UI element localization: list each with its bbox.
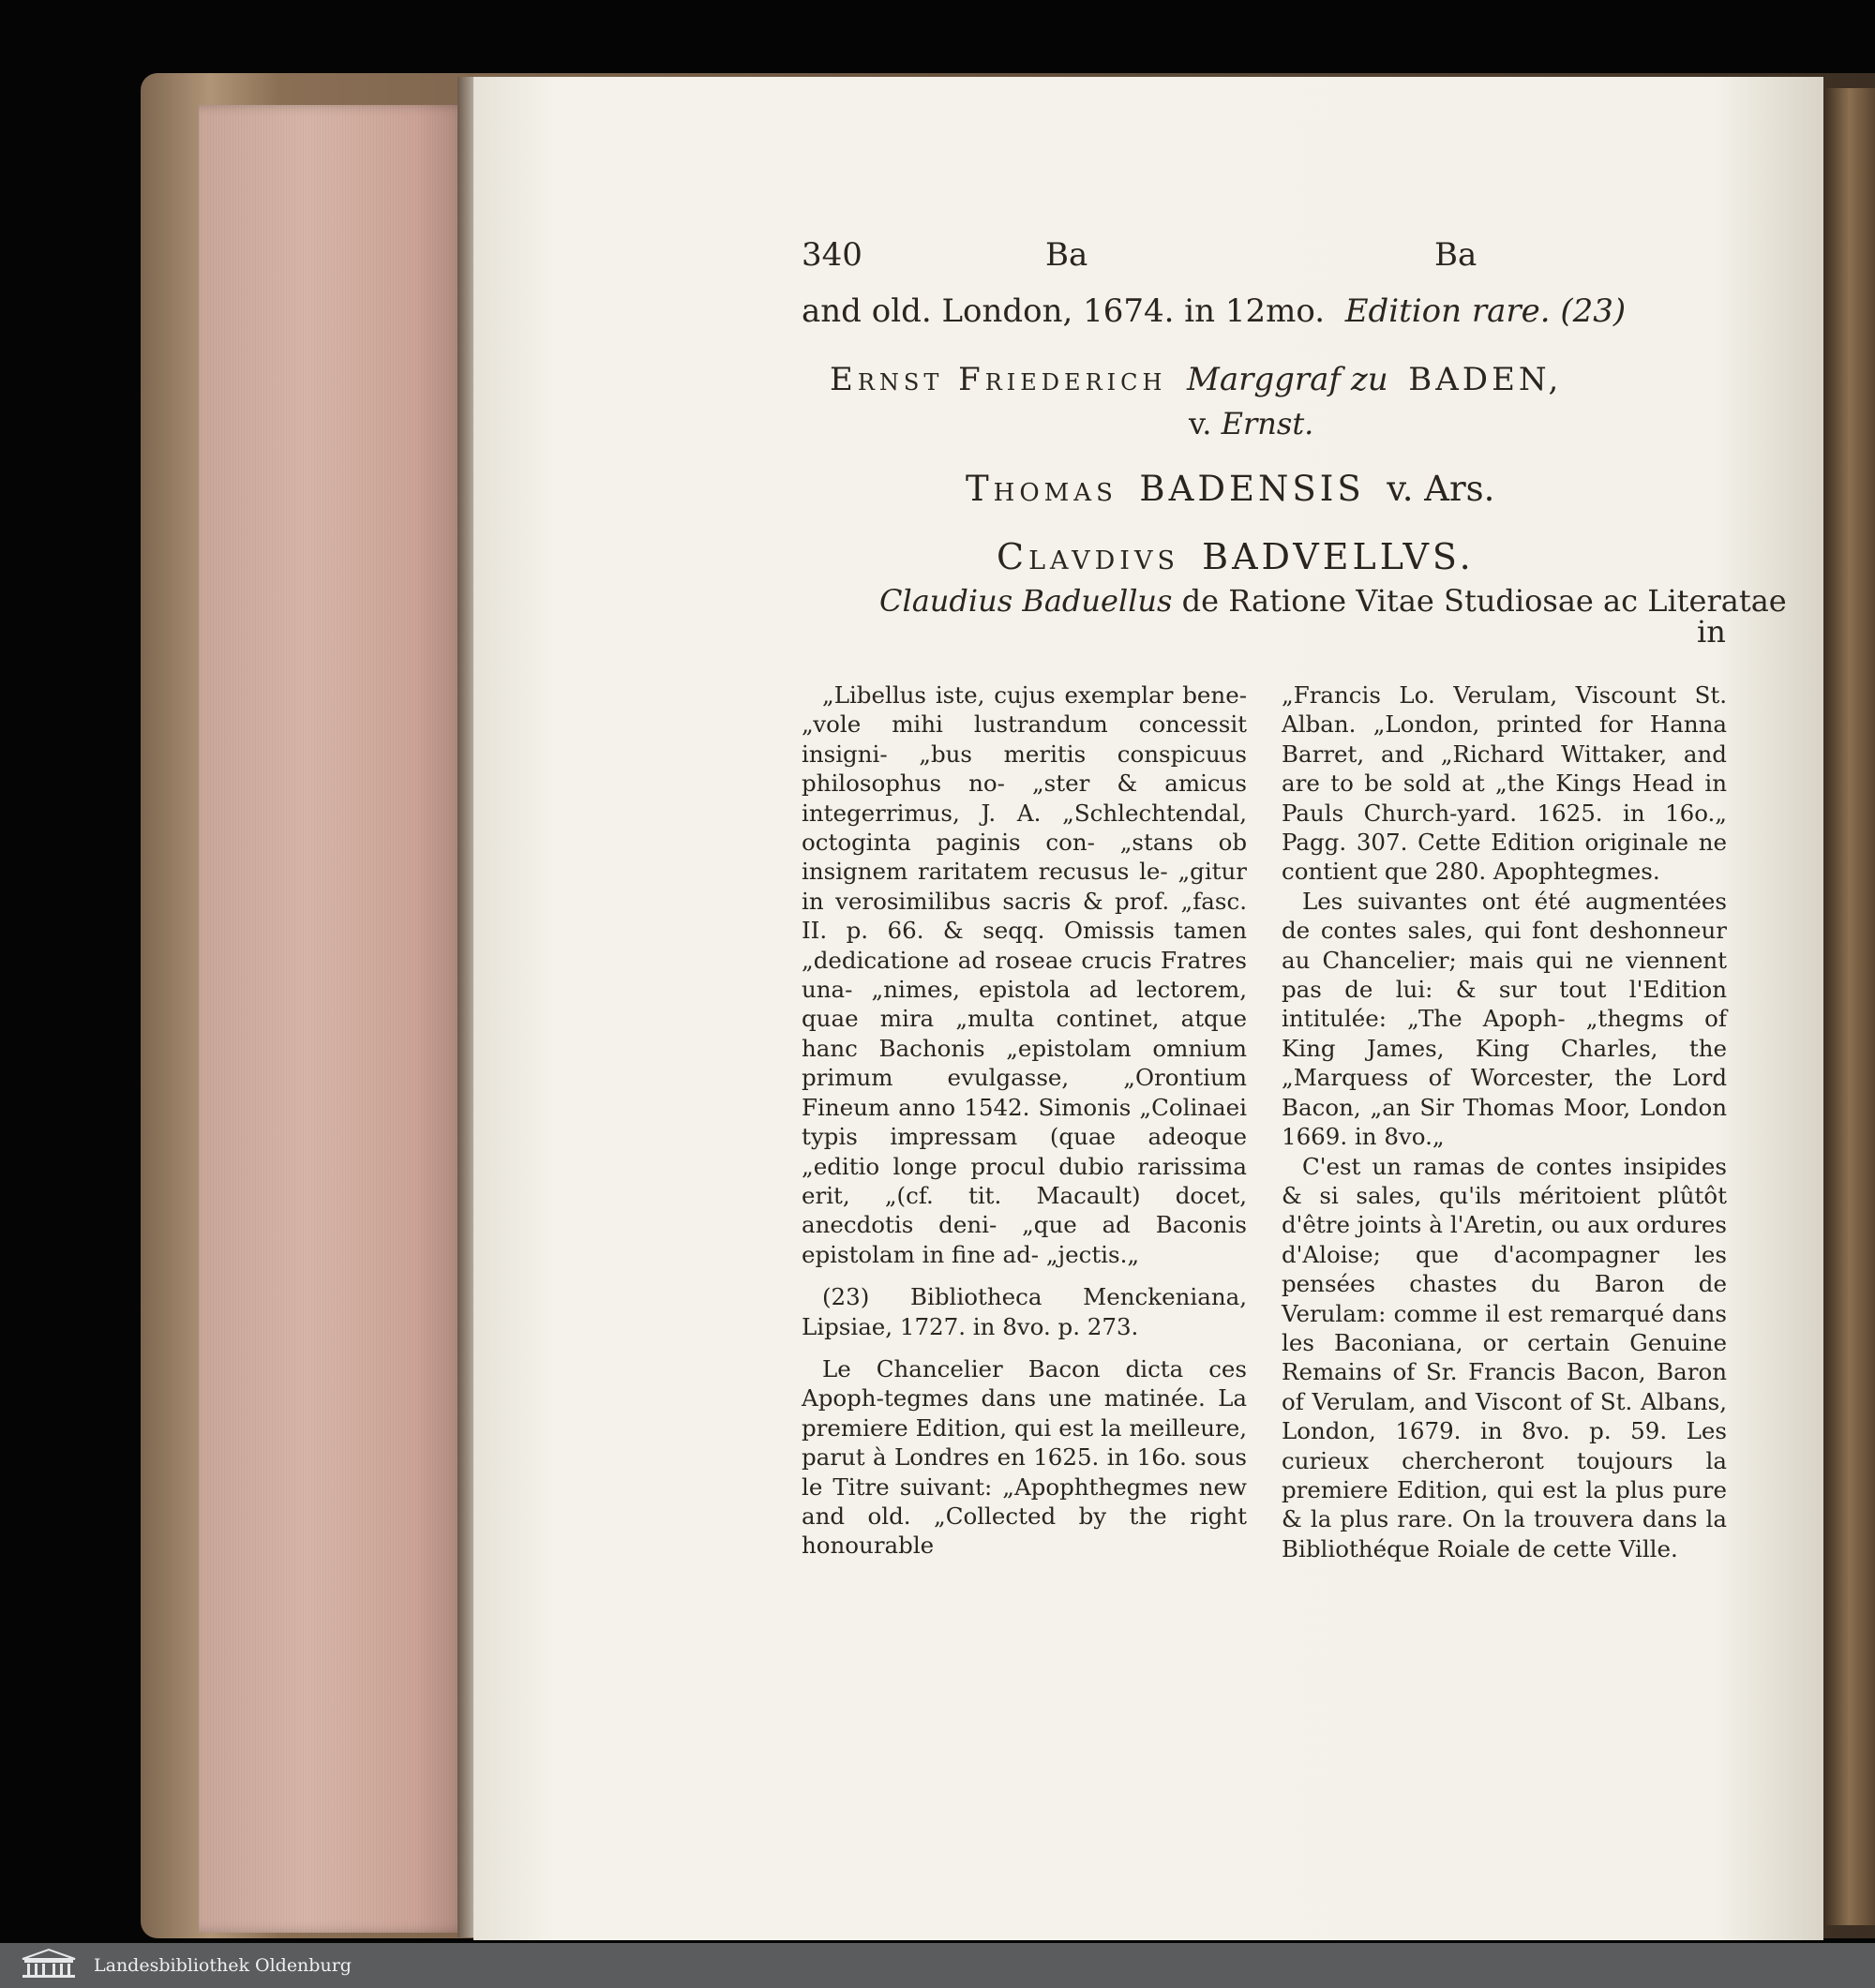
- entry-ernst-ref: Ernst.: [1221, 406, 1314, 441]
- right-paragraph-ramas: C'est un ramas de contes insipides & si sales, qu'ils méritoient plûtôt d'être joints à l'Aretin, ou aux ordures d'Aloise; que d'acompagner les pensées chastes du Baron de Verulam: comme il est remarqué dans les Baconiana, or certain Genuine Remains of Sr. Francis Bacon, Baron of Verulam, and Viscont of St. Albans, London, 1679. in 8vo. p. 59. Les curieux chercheront toujours la premiere Edition, qui est la plus pure & la plus rare. On la trouvera dans la Bibliothéque Roiale de cette Ville.: [1282, 1152, 1727, 1562]
- entry-ernst-place: BADEN,: [1408, 361, 1563, 398]
- entry-claudius-author: Claudius Baduellus: [879, 583, 1173, 619]
- facing-page-edge: [1823, 88, 1875, 1925]
- entry-ernst-ref-prefix: v.: [1189, 406, 1212, 441]
- running-header: [802, 236, 1711, 281]
- page-number: 340: [802, 236, 862, 274]
- entry-thomas-name: Thomas: [966, 469, 1118, 509]
- continued-line-text: and old. London, 1674. in 12mo.: [802, 292, 1326, 330]
- entry-claudius-title: de Ratione Vitae Studiosae ac Literatae: [1181, 583, 1787, 619]
- left-column: [802, 680, 1247, 1561]
- page-block-edge: [199, 105, 471, 1933]
- left-paragraph-footnote: (23) Bibliotheca Menckeniana, Lipsiae, 1727. in 8vo. p. 273.: [802, 1283, 1247, 1340]
- entry-claudius: [997, 536, 1475, 577]
- right-paragraph-title: „Francis Lo. Verulam, Viscount St. Alban. „London, printed for Hanna Barret, and „Richard Wittaker, and are to be sold at „the Kings Head in Pauls Church-yard. 1625. in 16o.„ Pagg. 307. Cette Edition originale ne contient que 280. Apophtegmes.: [1282, 681, 1727, 886]
- entry-thomas: [966, 469, 1494, 509]
- entry-ernst-name: Ernst Friederich: [830, 361, 1167, 398]
- entry-ernst-reference: [1189, 406, 1313, 441]
- header-right: Ba: [1434, 236, 1478, 274]
- entry-ernst-title: Marggraf zu: [1187, 361, 1388, 398]
- entry-claudius-name: Clavdivs: [997, 536, 1179, 577]
- left-paragraph-chancelier: Le Chancelier Bacon dicta ces Apoph-tegmes dans une matinée. La premiere Edition, qui est la meilleure, parut à Londres en 1625. in 16o. sous le Titre suivant: „Apophthegmes new and old. „Collected by the right honourable: [802, 1354, 1247, 1560]
- right-paragraph-suivantes: Les suivantes ont été augmentées de contes sales, qui font deshonneur au Chancelier; mais qui ne viennent pas de lui: & sur tout l'Edition intitulée: „The Apoph- „thegms of King James, King Charles, the „Marquess of Worcester, the Lord Bacon, „an Sir Thomas Moor, London 1669. in 8vo.„: [1282, 887, 1727, 1151]
- entry-claudius-continuation: in: [1697, 614, 1726, 650]
- entry-claudius-title-line: [879, 583, 1787, 619]
- left-paragraph-quote: „Libellus iste, cujus exemplar bene- „vole mihi lustrandum concessit insigni- „bus meritis conspicuus philosophus no- „ster & amicus integerrimus, J. A. „Schlechtendal, octoginta paginis con- „stans ob insignem raritatem recusus le- „gitur in verosimilibus sacris & prof. „fasc. II. p. 66. & seqq. Omissis tamen „dedicatione ad roseae crucis Fratres una- „nimes, epistola ad lectorem, quae mira „multa continet, atque hanc Bachonis „epistolam omnium primum evulgasse, „Orontium Fineum anno 1542. Simonis „Colinaei typis impressam (quae adeoque „editio longe procul dubio rarissima erit, „(cf. tit. Macault) docet, anecdotis deni- „que ad Baconis epistolam in fine ad- „jectis.„: [802, 681, 1247, 1268]
- library-building-icon: [19, 1948, 79, 1984]
- footer-bar: [0, 1943, 1875, 1988]
- right-column: [1282, 680, 1727, 1563]
- entry-claudius-surname: BADVELLVS.: [1202, 536, 1475, 577]
- library-name: Landesbibliothek Oldenburg: [94, 1955, 352, 1976]
- continued-line-note: Edition rare. (23): [1344, 292, 1627, 330]
- entry-ernst: [830, 361, 1720, 398]
- entry-thomas-ref: v. Ars.: [1387, 469, 1495, 509]
- header-left: Ba: [1045, 236, 1088, 274]
- continued-line: [802, 292, 1626, 330]
- entry-thomas-surname: BADENSIS: [1139, 469, 1365, 509]
